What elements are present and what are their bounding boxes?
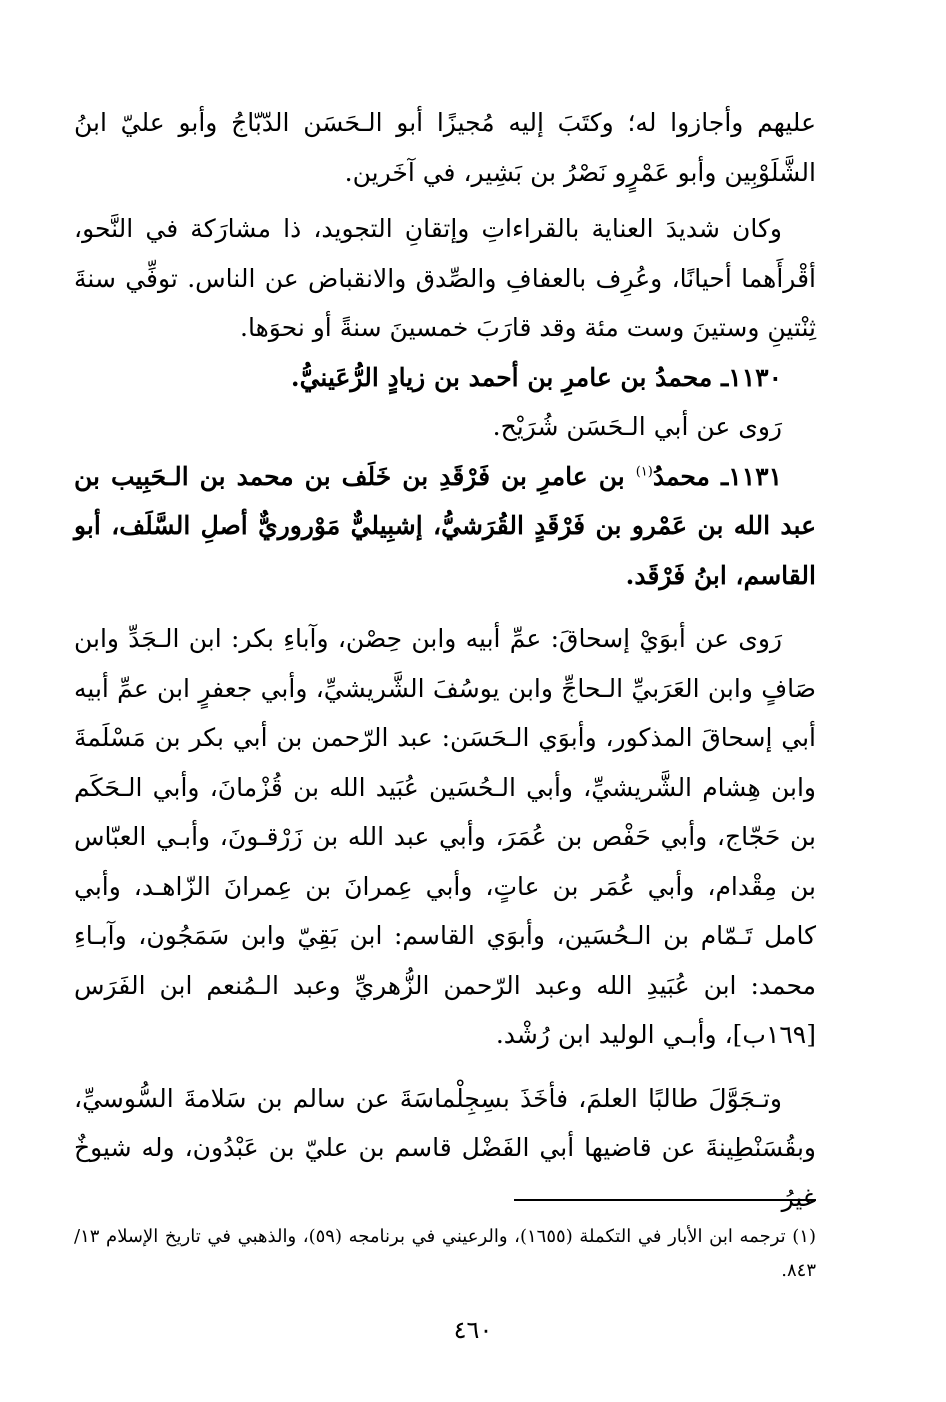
footnote-divider	[514, 1199, 816, 1201]
entry-text-1131-teachers: رَوى عن أبوَيْ إسحاقَ: عمِّ أبيه وابن حِصْن، وآباءِ بكر: ابن الـجَدِّ وابن صَافٍ وابن العَرَبيِّ الـحاجِّ وابن يوسُفَ الشَّريشيِّ، وأبي جعفرٍ ابن عمِّ أبيه أبي إسحاقَ المذكور، وأبوَي الـحَسَن: عبد الرّحمن بن أبي بكر بن مَسْلَمةَ وابن هِشام الشَّريشيِّ، وأبي الـحُسَين عُبَيد الله بن قُزْمانَ، وأبي الـحَكَم بن حَجّاج، وأبي حَفْص بن عُمَرَ، وأبي عبد الله بن زَرْقـونَ، وأبـي العبّاس بن مِقْدام، وأبي عُمَر بن عاتٍ، وأبي عِمرانَ بن عِمرانَ الزّاهـد، وأبي كامل تَـمّام بن الـحُسَين، وأبوَي القاسم: ابن بَقِيّ وابن سَمَجُون، وآبـاءِ محمد: ابن عُبَيدِ الله وعبد الرّحمن الزُّهريِّ وعبد الـمُنعم ابن الفَرَس [١٦٩ب]، وأبـي الوليد ابن رُشْد.	[74, 624, 817, 1049]
page-number: ٤٦٠	[453, 1316, 493, 1344]
page-body	[74, 98, 816, 1222]
entry-number: ١١٣٠ـ	[720, 362, 782, 392]
entry-number: ١١٣١ـ	[720, 461, 782, 491]
entry-name-start: محمدُ	[652, 461, 710, 491]
entry-name: محمدُ بن عامرِ بن أحمد بن زيادٍ الرُّعَينيُّ.	[290, 362, 713, 392]
footnote-1: (١) ترجمه ابن الأبار في التكملة (١٦٥٥)، والرعيني في برنامجه (٥٩)، والذهبي في تاريخ الإسلام ١٣/ ٨٤٣.	[74, 1226, 816, 1281]
entry-heading-1131	[74, 452, 816, 601]
paragraph-continuation: عليهم وأجازوا له؛ وكتَبَ إليه مُجيزًا أبو الـحَسَن الدّبّاجُ وأبو عليّ ابنُ الشَّلَوْبِين وأبو عَمْرٍو نَصْرُ بن بَشِير، في آخَرين.	[74, 108, 816, 187]
footnotes	[74, 1220, 816, 1288]
entry-heading-1130	[74, 353, 816, 403]
entry-text-1131-travels: وتـجَوَّلَ طالبًا العلمَ، فأخَذَ بسِجِلْماسَةَ عن سالم بن سَلامةَ السُّوسيِّ، وبقُسَنْطِينةَ عن قاضيها أبي الفَضْل قاسم بن عليّ بن عَبْدُون، وله شيوخٌ غيرُ	[74, 1083, 816, 1212]
footnote-marker: (١)	[635, 464, 653, 480]
paragraph-biography-end: وكان شديدَ العناية بالقراءاتِ وإتقانِ التجويد، ذا مشارَكة في النَّحو، أقْرأَهما أحيانًا، وعُرِف بالعفافِ والصِّدق والانقباض عن الناس. توفِّي سنةَ ثِنْتينِ وستينَ وست مئة وقد قارَبَ خمسينَ سنةً أو نحوَها.	[74, 214, 816, 342]
entry-name-rest: بن عامرِ بن فَرْقَدِ بن خَلَف بن محمد بن الـحَبِيب بن عبد الله بن عَمْرو بن فَرْقَدٍ القُرَشيُّ، إشبِيليٌّ مَوْروريٌّ أصلِ السَّلَف، أبو القاسم، ابنُ فَرْقَد.	[74, 461, 816, 590]
entry-text-1130: رَوى عن أبي الـحَسَن شُرَيْح.	[492, 412, 782, 441]
